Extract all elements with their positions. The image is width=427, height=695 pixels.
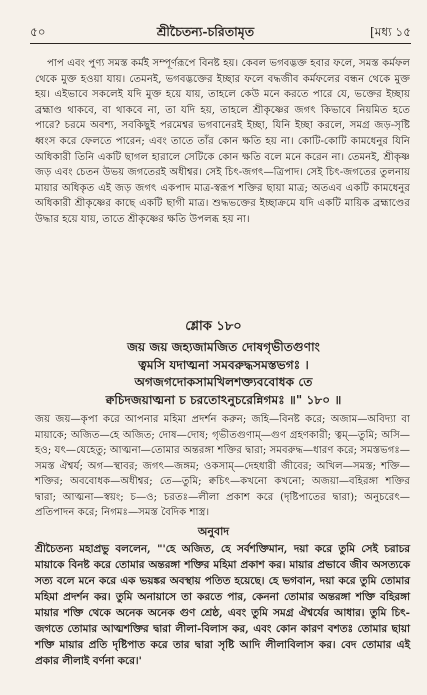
verse-line: ত্বমসি যদাত্মনা সমবরুদ্ধসমস্তভগঃ । xyxy=(138,357,309,372)
purport-text xyxy=(35,56,410,228)
verse-line: ক্বচিদজয়াত্মনা চ চরতোঽনুচরেন্নিগমঃ ॥" ১৮০ ॥ xyxy=(105,392,342,407)
page-number: ৫০ xyxy=(30,25,46,39)
verse-line: জয় জয় জহ্যজামজিত দোষগৃভীতগুণাং xyxy=(127,340,320,354)
shloka-heading: শ্লোক ১৮০ xyxy=(185,319,242,334)
verse-block xyxy=(40,339,407,409)
running-title: শ্রীচৈতন্য-চরিতামৃত xyxy=(156,24,255,39)
translation-heading: অনুবাদ xyxy=(197,525,230,538)
header-divider xyxy=(30,43,411,44)
page-header xyxy=(30,24,411,44)
synonyms-paragraph: জয় জয়—কৃপা করে আপনার মহিমা প্রদর্শন করুন; জহি—বিনষ্ট করে; অজাম—অবিদ্যা বা মায়াকে; অজিত—হে অজিত; দোষ—দোষ; গৃভীতগুণাম্—গুণ গ্রহণকারী; ত্বম্—তুমি; অসি—হও; যৎ—যেহেতু; আত্মনা—তোমার অন্তরঙ্গা শক্তির দ্বারা; সমবরুদ্ধ—ধারণ করে; সমস্তভগঃ—সমস্ত ঐশ্বর্য; অগ—স্থাবর; জগৎ—জঙ্গম; ওকসাম্—দেহধারী জীবের; অখিল—সমস্ত; শক্তি—শক্তির; অববোধক—অধীশ্বর; তে—তুমি; ক্বচিৎ—কখনো কখনো; অজয়া—বহিরঙ্গা শক্তির দ্বারা; আত্মনা—স্বয়ং; চ—ও; চরতঃ—লীলা প্রকাশ করে (দৃষ্টিপাতের দ্বারা); অনুচরেৎ—প্রতিপাদন করে; নিগমঃ—সমস্ত বৈদিক শাস্ত্র। xyxy=(35,414,410,518)
chapter-label: [মধ্য ১৫ xyxy=(370,25,411,39)
purport-paragraph: পাপ এবং পুণ্য সমস্ত কর্মই সম্পূর্ণরূপে বিনষ্ট হয়। কেবল ভগবদ্ভক্ত হবার ফলে, সমস্ত কর্মফল থেকে মুক্ত হওয়া যায়। তেমনই, ভগবদ্ভক্তের ইচ্ছার ফলে বদ্ধজীব কর্মফলের বন্ধন থেকে মুক্ত হয়। এইভাবে সকলেই যদি মুক্ত হয়ে যায়, তাহলে কেউ মনে করতে পারে যে, ভক্তের ইচ্ছায় ব্রহ্মাণ্ড থাকবে, বা থাকবে না, তা যদি হয়, তাহলে শ্রীকৃষ্ণের জগৎ কিভাবে নিয়মিত হতে পারে? চরমে অবশ্য, সবকিছুই পরমেশ্বর ভগবানেরই ইচ্ছা, যিনি ইচ্ছা করলে, সমগ্র জড়-সৃষ্টি ধ্বংস করে ফেলতে পারেন; এবং তাতে তাঁর কোন ক্ষতি হয় না। কোটি-কোটি কামধেনুর যিনি অধিকারী তিনি একটি ছাগল হারালে সেটিকে কোন ক্ষতি বলে মনে করেন না। তেমনই, শ্রীকৃষ্ণ জড় এবং চেতন উভয় জগতেরই অধীশ্বর। সেই চিৎ-জগৎ—ত্রিপাদ। সেই চিৎ-জগতের তুলনায় মায়ার অধিকৃত এই জড় জগৎ একপাদ মাত্র-স্বরূপ শক্তির ছায়া মাত্র; অতএব একটি কামধেনুর অধিকারী শ্রীকৃষ্ণের কাছে একটি ছাগী মাত্র। শুদ্ধভক্তের ইচ্ছাক্রমে যদি একটি মায়িক ব্রহ্মাণ্ডের উদ্ধার হয়ে যায়, তাতে শ্রীকৃষ্ণের ক্ষতি উপলব্ধ হয় না। xyxy=(35,58,410,225)
verse-line: অগজগদোকসামখিলশক্ত্যববোধক তে xyxy=(134,375,313,389)
translation-block xyxy=(35,541,410,669)
translation-paragraph: শ্রীচৈতন্য মহাপ্রভু বললেন, "'হে অজিত, হে সর্বশক্তিমান, দয়া করে তুমি সেই চরাচর মায়াকে বিনষ্ট করে তোমার অন্তরঙ্গা শক্তির মহিমা প্রকাশ কর। মায়ার প্রভাবে জীব অসত্যকে সত্য বলে মনে করে এক ভয়ঙ্কর অবস্থায় পতিত হয়েছে। হে ভগবান, দয়া করে তুমি তোমার মহিমা প্রদর্শন কর। তুমি অনায়াসে তা করতে পার, কেননা তোমার অন্তরঙ্গা শক্তি বহিরঙ্গা মায়ার শক্তি থেকে অনেক অনেক গুণ শ্রেষ্ঠ, এবং তুমি সমগ্র ঐশ্বর্যের আধার। তুমি চিৎ-জগতে তোমার আত্মশক্তির দ্বারা লীলা-বিলাস কর, এবং কোন কারণ বশতঃ তোমার ছায়া শক্তি মায়ার প্রতি দৃষ্টিপাত করে তার দ্বারা সৃষ্টি আদি লীলাবিলাস কর। বেদ তোমার এই প্রকার লীলাই বর্ণনা করে।' xyxy=(35,543,410,667)
